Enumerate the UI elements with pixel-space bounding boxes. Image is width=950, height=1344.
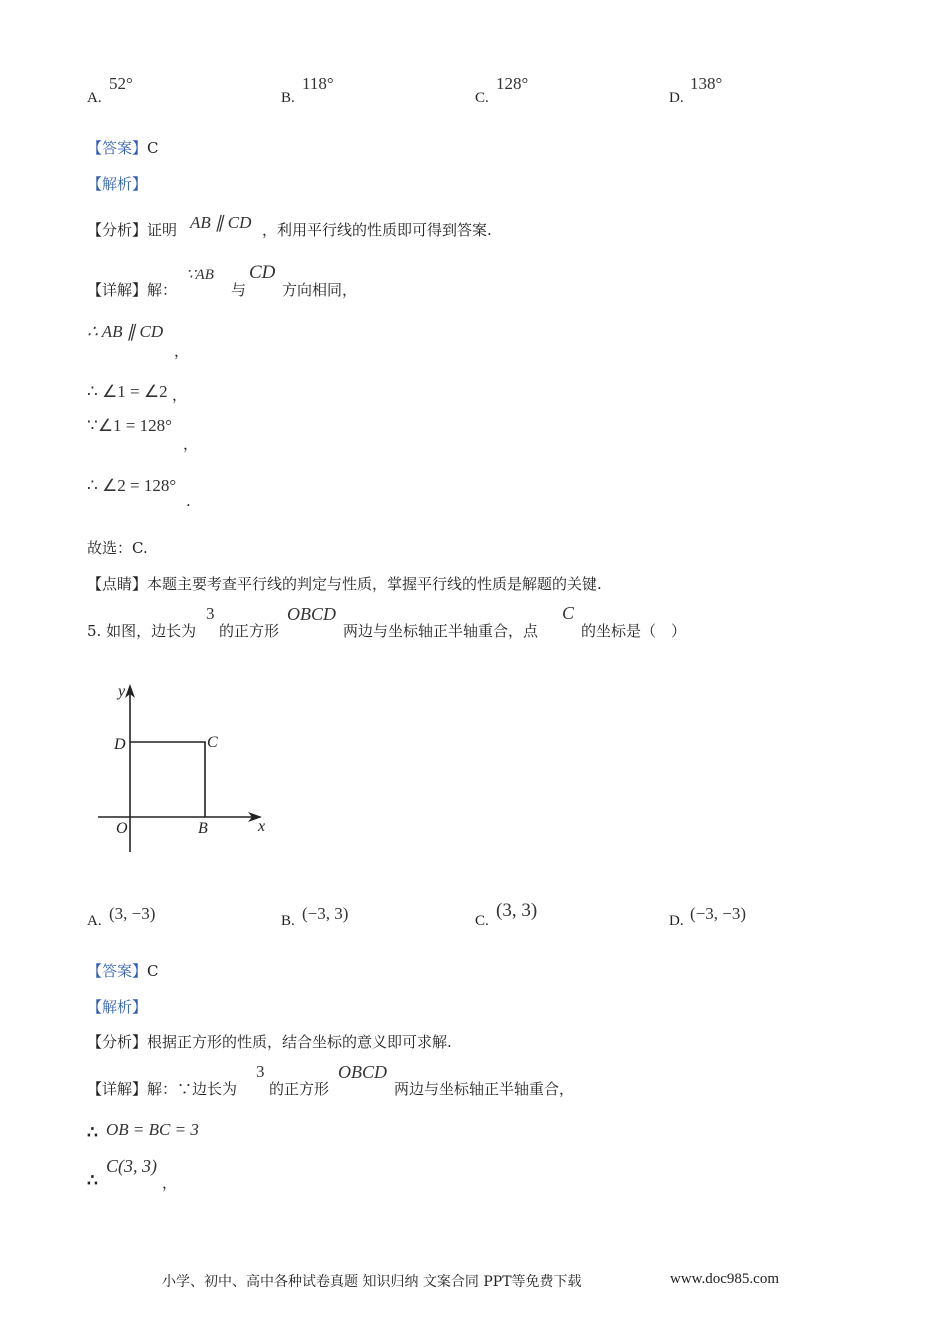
- footer-link[interactable]: www.doc985.com: [670, 1271, 780, 1287]
- option-label: B.: [281, 913, 295, 929]
- q5-step2: C(3, 3): [106, 1156, 157, 1176]
- q4-choice: 故选：C.: [87, 539, 148, 557]
- q4-detail-math1: ∵AB: [186, 267, 214, 283]
- q4-step2: ∴ ∠1 = ∠2: [87, 382, 168, 401]
- footer-text: 小学、初中、高中各种试卷真题 知识归纳 文案合同 PPT等免费下载: [162, 1274, 582, 1290]
- answer-tag: 【答案】: [87, 139, 148, 157]
- detail-pre: 解：: [147, 281, 178, 299]
- option-label: A.: [87, 913, 102, 929]
- comment-text: 本题主要考查平行线的判定与性质，掌握平行线的性质是解题的关键.: [147, 575, 602, 593]
- answer-tag: 【答案】: [87, 962, 148, 980]
- q4-analysis-tag: 【解析】: [87, 175, 148, 193]
- q5-square-figure: [90, 672, 280, 862]
- q5-stem-square: OBCD: [287, 604, 336, 624]
- option-value: 128°: [496, 74, 529, 93]
- q4-step2-punct: ，: [172, 386, 188, 404]
- q5-detail-mid: 的正方形: [269, 1080, 330, 1098]
- q5-answer: [87, 960, 159, 981]
- fenxi-pre: 证明: [147, 221, 178, 239]
- q5-detail-post: 两边与坐标轴正半轴重合，: [394, 1080, 575, 1098]
- point-o-label: O: [116, 820, 128, 837]
- answer-value: C: [147, 962, 159, 980]
- q5-stem-mid1: 的正方形: [219, 622, 280, 640]
- comment-tag: 【点睛】: [87, 575, 148, 593]
- point-c-label: C: [207, 734, 218, 751]
- q4-step4-punct: .: [186, 492, 191, 510]
- fenxi-tag: 【分析】: [87, 1033, 148, 1051]
- option-value: (3, 3): [496, 900, 538, 921]
- option-value: (3, −3): [109, 904, 156, 923]
- option-label: B.: [281, 90, 295, 106]
- q4-answer: [87, 137, 159, 158]
- q4-fenxi: [87, 219, 177, 240]
- option-label: D.: [669, 913, 684, 929]
- q5-detail-square: OBCD: [338, 1062, 387, 1082]
- option-value: 52°: [109, 74, 133, 93]
- q5-step2-punct: ，: [162, 1174, 178, 1192]
- option-value: (−3, −3): [690, 904, 746, 923]
- q5-step2-symbol: ∴: [87, 1171, 98, 1191]
- q4-detail: [87, 279, 177, 300]
- x-axis-label: x: [258, 818, 266, 835]
- option-label: A.: [87, 90, 102, 106]
- detail-tag: 【详解】: [87, 281, 148, 299]
- option-value: (−3, 3): [302, 904, 349, 923]
- option-label: C.: [475, 90, 489, 106]
- q4-comment: [87, 573, 602, 594]
- q5-fenxi: [87, 1031, 452, 1052]
- q4-step1-punct: ，: [174, 342, 190, 360]
- q5-stem-point: C: [562, 603, 575, 623]
- detail-pre: 解：∵边长为: [147, 1080, 238, 1098]
- q4-step4: ∴ ∠2 = 128°: [87, 476, 177, 495]
- option-value: 138°: [690, 74, 723, 93]
- q5-step1: OB = BC = 3: [106, 1120, 199, 1139]
- q4-fenxi-post: ，利用平行线的性质即可得到答案.: [262, 221, 492, 239]
- y-axis-label: y: [118, 683, 126, 700]
- option-label: D.: [669, 90, 684, 106]
- point-b-label: B: [198, 820, 208, 837]
- q4-step3-punct: ，: [183, 435, 199, 453]
- q5-detail: [87, 1078, 237, 1099]
- q4-step1: ∴ AB ∥ CD: [87, 322, 164, 341]
- q5-step1-symbol: ∴: [87, 1123, 98, 1143]
- q5-stem-post: 的坐标是（ ）: [581, 622, 687, 640]
- q5-analysis-tag: 【解析】: [87, 998, 148, 1016]
- option-label: C.: [475, 913, 489, 929]
- q4-detail-post: 方向相同，: [282, 281, 358, 299]
- q4-detail-mid: 与: [231, 281, 247, 299]
- point-d-label: D: [114, 736, 126, 753]
- q4-step3: ∵∠1 = 128°: [87, 416, 172, 435]
- q5-detail-num: 3: [256, 1062, 265, 1081]
- q5-stem-num: 3: [206, 604, 215, 623]
- q5-stem-mid2: 两边与坐标轴正半轴重合，点: [343, 622, 539, 640]
- detail-tag: 【详解】: [87, 1080, 148, 1098]
- fenxi-text: 根据正方形的性质，结合坐标的意义即可求解.: [147, 1033, 452, 1051]
- q5-stem-pre: 5. 如图，边长为: [87, 622, 197, 640]
- fenxi-tag: 【分析】: [87, 221, 148, 239]
- answer-value: C: [147, 139, 159, 157]
- q4-fenxi-math: AB ∥ CD: [190, 213, 252, 232]
- q4-detail-math2: CD: [249, 262, 276, 283]
- option-value: 118°: [302, 74, 334, 93]
- square-outline: [130, 742, 205, 817]
